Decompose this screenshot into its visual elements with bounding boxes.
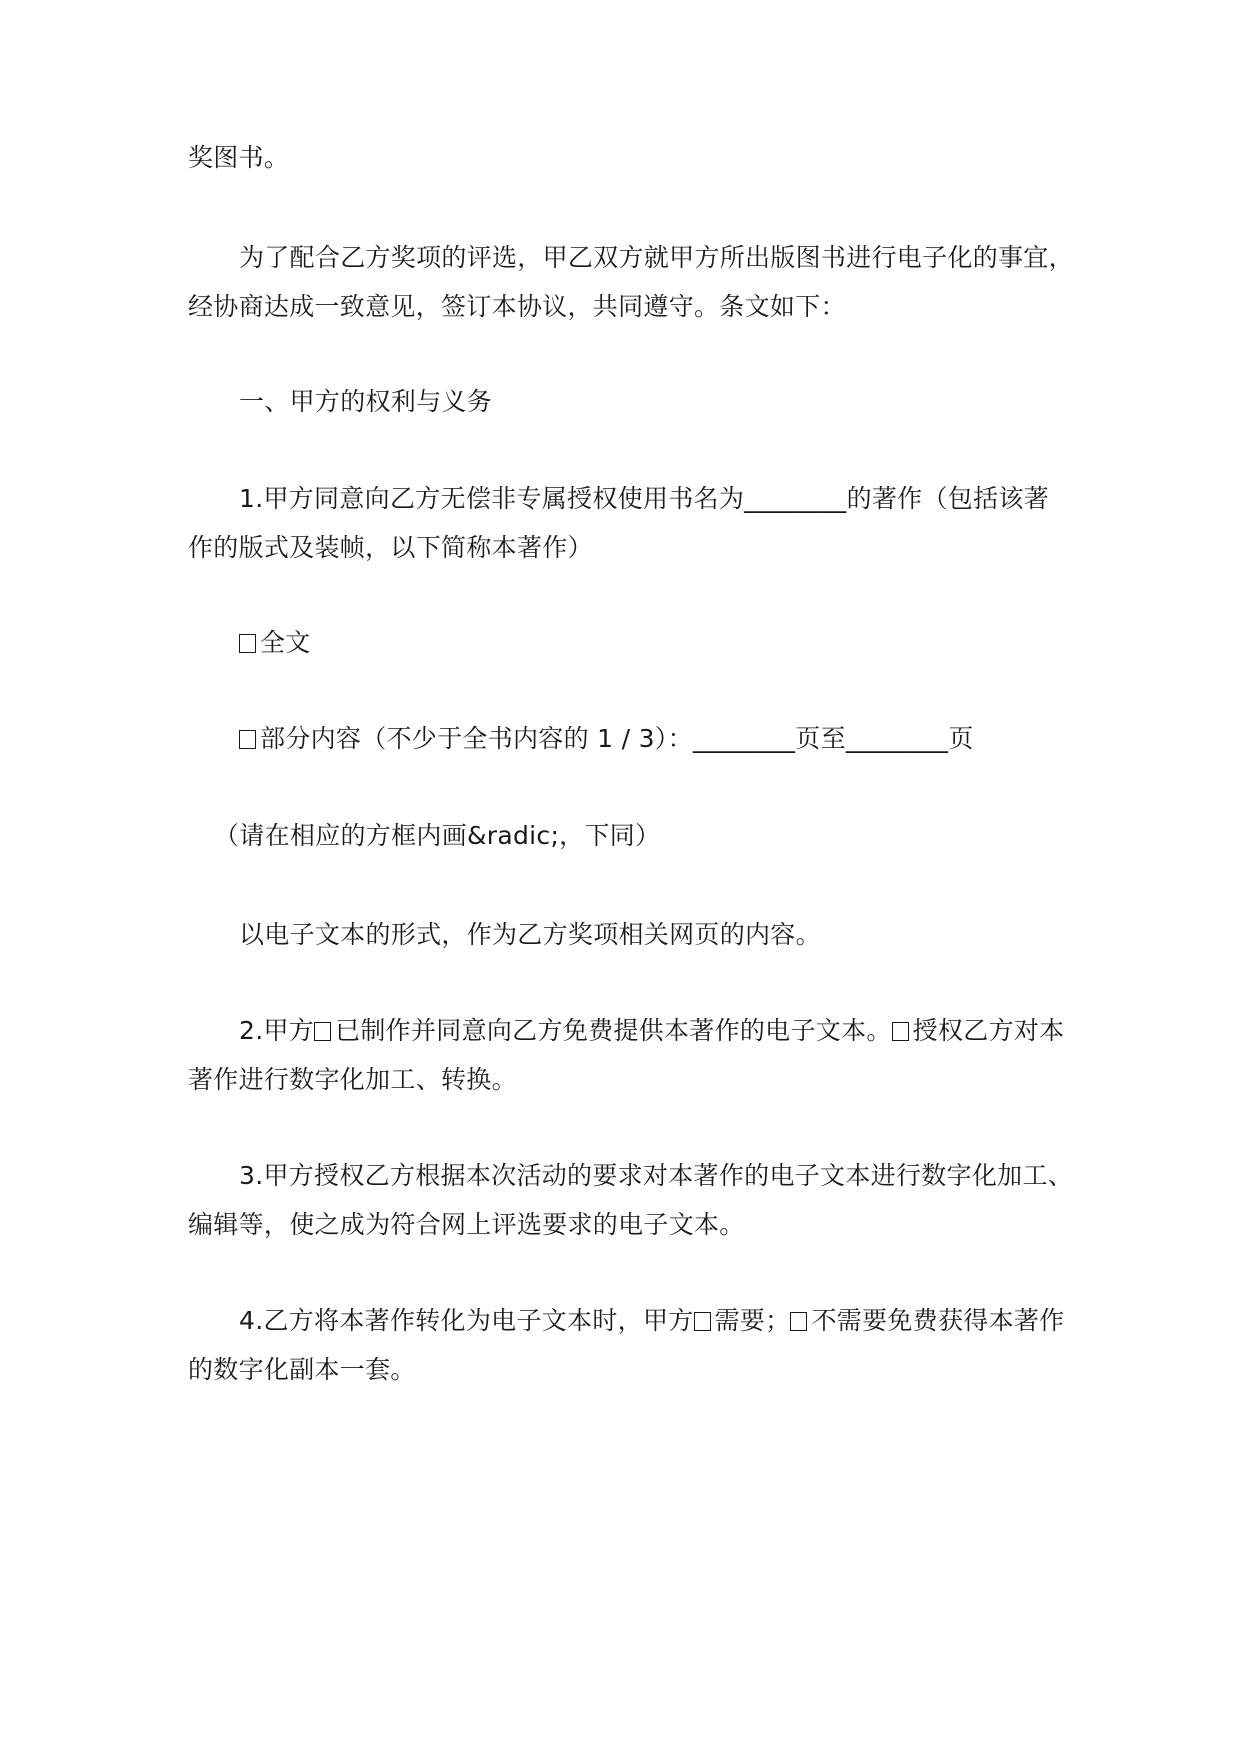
- clause-2-line-2: 著作进行数字化加工、转换。: [188, 1065, 517, 1094]
- clause-4-line-1: [188, 1296, 1065, 1345]
- option-partial-label: 部分内容（不少于全书内容的 1 / 3）：: [260, 724, 693, 753]
- clause-4-line-2: 的数字化副本一套。: [188, 1355, 416, 1384]
- checkbox-icon[interactable]: [790, 1312, 807, 1331]
- checkbox-icon[interactable]: [694, 1312, 711, 1331]
- clause-4-text-c: 不需要免费获得本著作: [811, 1306, 1065, 1335]
- clause-1-line-2: 作的版式及装帧，以下简称本著作）: [188, 533, 593, 562]
- page-end-blank: ________: [845, 724, 949, 753]
- instruction-note: [214, 811, 1084, 860]
- checkbox-icon[interactable]: [892, 1022, 909, 1041]
- page-range-separator: 页至: [795, 724, 846, 753]
- option-full-label: 全文: [260, 628, 311, 657]
- clause-2-text-b: 已制作并同意向乙方免费提供本著作的电子文本。: [335, 1016, 892, 1045]
- clause-3-line-2: 编辑等，使之成为符合网上评选要求的电子文本。: [188, 1210, 745, 1239]
- clause-1-text-b: 的著作（包括该著: [846, 484, 1049, 513]
- electronic-form-text: 以电子文本的形式，作为乙方奖项相关网页的内容。: [239, 920, 821, 949]
- paragraph-intro: [188, 233, 1074, 331]
- intro-line-1: 为了配合乙方奖项的评选，甲乙双方就甲方所出版图书进行电子化的事宜，: [239, 243, 1074, 272]
- clause-3: [188, 1151, 1074, 1249]
- checkbox-icon[interactable]: [314, 1022, 331, 1041]
- electronic-form-paragraph: [188, 910, 1058, 959]
- section-heading: [188, 377, 1058, 426]
- intro-line-2: 经协商达成一致意见，签订本协议，共同遵守。条文如下：: [188, 292, 846, 321]
- clause-2-text-a: 2.甲方: [239, 1016, 315, 1045]
- option-full-text: [188, 618, 1058, 667]
- instruction-note-text: （请在相应的方框内画&radic;，下同）: [214, 821, 661, 850]
- clause-1-line-1: [188, 474, 1058, 523]
- checkbox-icon[interactable]: [239, 730, 256, 749]
- page-start-blank: ________: [692, 724, 796, 753]
- checkbox-icon[interactable]: [239, 634, 256, 653]
- clause-4-text-b: 需要；: [714, 1306, 791, 1335]
- clause-1: [188, 474, 1058, 572]
- clause-3-line-1: 3.甲方授权乙方根据本次活动的要求对本著作的电子文本进行数字化加工、: [239, 1161, 1074, 1190]
- clause-2: [188, 1006, 1065, 1104]
- clause-2-line-1: [188, 1006, 1065, 1055]
- paragraph-text: 奖图书。: [188, 143, 290, 172]
- clause-2-text-c: 授权乙方对本: [912, 1016, 1065, 1045]
- section-heading-text: 一、甲方的权利与义务: [239, 387, 493, 416]
- option-partial: [188, 714, 1058, 763]
- clause-1-text-a: 1.甲方同意向乙方无偿非专属授权使用书名为: [239, 484, 745, 513]
- page-unit: 页: [948, 724, 974, 753]
- paragraph-continuation: [188, 133, 1058, 182]
- clause-4-text-a: 4.乙方将本著作转化为电子文本时，甲方: [239, 1306, 694, 1335]
- clause-4: [188, 1296, 1065, 1394]
- book-title-blank: ________: [744, 484, 847, 513]
